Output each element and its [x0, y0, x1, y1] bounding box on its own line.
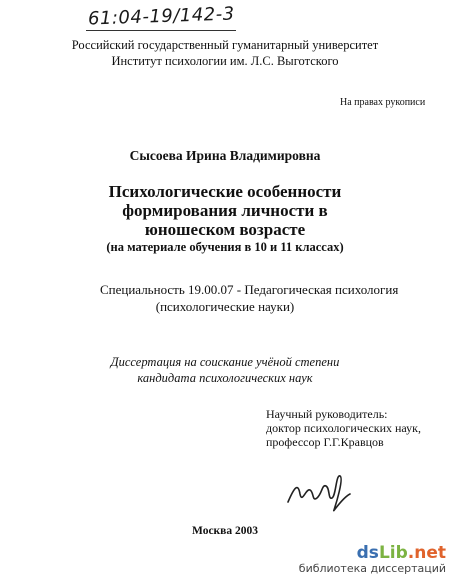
watermark-lib: Lib: [378, 543, 408, 563]
watermark-ds: ds: [356, 543, 379, 563]
rights-note: На правах рукописи: [340, 97, 426, 108]
catalog-underline: [86, 30, 236, 31]
supervisor-label: Научный руководитель:: [266, 407, 388, 421]
dissertation-line-2: кандидата психологических наук: [137, 371, 313, 385]
subtitle: (на материале обучения в 10 и 11 классах): [106, 240, 344, 254]
watermark-net: .net: [407, 543, 446, 563]
supervisor-degree: доктор психологических наук,: [266, 421, 421, 435]
watermark-logo: [296, 544, 446, 562]
specialty-field: (психологические науки): [155, 299, 295, 314]
dissertation-line-1: Диссертация на соискание учёной степени: [110, 355, 340, 369]
watermark-tagline: библиотека диссертаций: [298, 562, 446, 575]
title-line-2: формирования личности в: [122, 201, 328, 220]
specialty-line: Специальность 19.00.07 - Педагогическая психология: [100, 282, 399, 297]
watermark: [296, 544, 446, 578]
catalog-number: 61:04-19/142-3: [87, 3, 235, 30]
title-line-3: юношеском возрасте: [144, 220, 306, 239]
author-name: Сысоева Ирина Владимировна: [129, 148, 321, 163]
signature-icon: [284, 468, 354, 514]
institute-name: Институт психологии им. Л.С. Выготского: [111, 54, 339, 68]
city-year: Москва 2003: [192, 525, 259, 537]
title-line-1: Психологические особенности: [108, 182, 342, 201]
university-name: Российский государственный гуманитарный университет: [71, 38, 379, 52]
supervisor-name: профессор Г.Г.Кравцов: [266, 435, 384, 449]
